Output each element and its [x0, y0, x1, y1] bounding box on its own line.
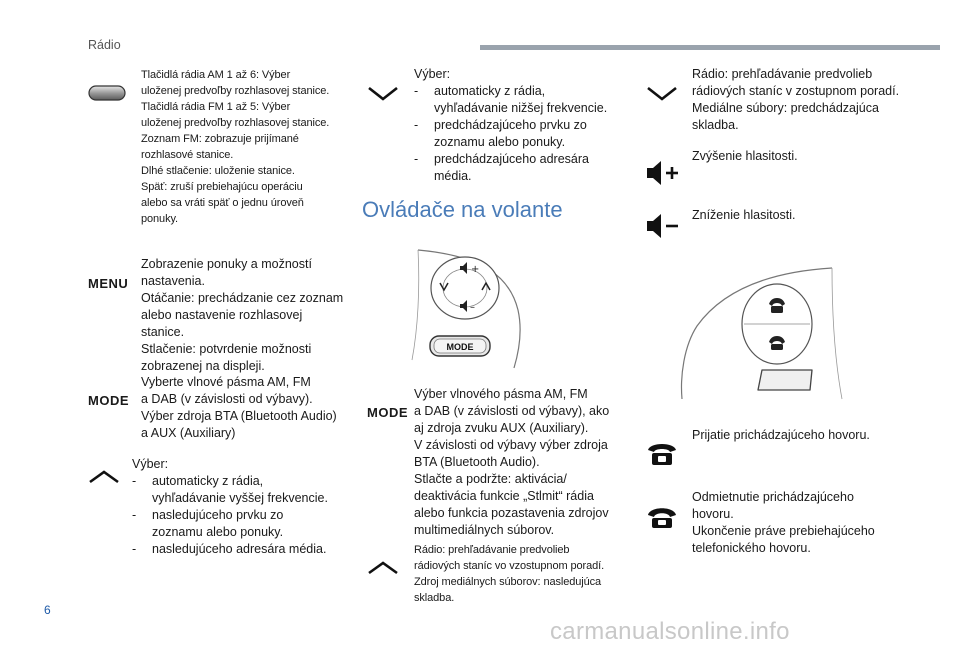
- steering-wheel-right-controls: [672, 266, 847, 401]
- answer-text: Prijatie prichádzajúceho hovoru.: [692, 428, 870, 442]
- header-bar: [480, 45, 940, 50]
- hangup-text: Odmietnutie prichádzajúceho hovoru. Ukončenie práve prebiehajúceho telefonického hovoru.: [692, 490, 875, 555]
- svg-text:–: –: [470, 302, 475, 313]
- menu-label: MENU: [88, 276, 129, 291]
- chevron-down-icon: [367, 86, 399, 102]
- phone-hangup-icon: [646, 505, 678, 529]
- volume-down-text: Zníženie hlasitosti.: [692, 208, 796, 222]
- mode-label-2: MODE: [367, 405, 408, 420]
- mode-text-2: Výber vlnového pásma AM, FM a DAB (v závislosti od výbavy), ako aj zdroja zvuku AUX (Auxiliary). V závislosti od výbavy výber zdroja BTA (Bluetooth Audio). Stlačte a podržte: aktivácia/ deaktivácia funkcie „Stlmit“ rádia alebo funkcia pozastavenia zdrojov multimediálnych súborov.: [414, 387, 610, 537]
- mode-text: Vyberte vlnové pásma AM, FM a DAB (v závislosti od výbavy). Výber zdroja BTA (Bluetooth Audio) a AUX (Auxiliary): [141, 375, 337, 440]
- menu-text: Zobrazenie ponuky a možností nastavenia. Otáčanie: prechádzanie cez zoznam alebo nastavenie rozhlasovej stanice. Stlačenie: potvrdenie možnosti zobrazenej na displeji.: [141, 257, 344, 373]
- chevron-down-icon-2: [646, 86, 678, 102]
- steering-wheel-left-controls: [410, 248, 530, 373]
- wheel-mode-label: MODE: [446, 342, 474, 352]
- volume-down-icon: [645, 211, 681, 241]
- phone-answer-icon: [646, 440, 678, 466]
- volume-up-icon: [645, 158, 681, 188]
- mode-label: MODE: [88, 393, 129, 408]
- watermark: carmanualsonline.info: [550, 618, 790, 645]
- down-long-text: Rádio: prehľadávanie predvolieb rádiových staníc v zostupnom poradí. Mediálne súbory: predchádzajúca skladba.: [692, 67, 900, 132]
- up-long-text: Rádio: prehľadávanie predvolieb rádiových staníc vo vzostupnom poradí. Zdroj mediálnych súborov: nasledujúca skladba.: [414, 544, 605, 604]
- up-text: Výber: - automaticky z rádia, vyhľadávanie vyššej frekvencie. - nasledujúceho prvku zo zoznamu alebo ponuky. - nasledujúceho adresára média.: [132, 457, 328, 556]
- down-text: Výber: - automaticky z rádia, vyhľadávanie nižšej frekvencie. - predchádzajúceho prvku zo zoznamu alebo ponuky. - predchádzajúceho adresára média.: [414, 67, 608, 183]
- svg-text:+: +: [471, 264, 480, 275]
- volume-up-text: Zvýšenie hlasitosti.: [692, 149, 798, 163]
- chevron-up-icon: [88, 470, 120, 484]
- running-header: Rádio: [88, 38, 121, 52]
- page-number: 6: [44, 603, 51, 617]
- section-title: Ovládače na volante: [362, 197, 563, 222]
- preset-button-icon: [88, 85, 126, 101]
- chevron-up-icon-2: [367, 561, 399, 575]
- presets-text: Tlačidlá rádia AM 1 až 6: Výber uloženej predvoľby rozhlasovej stanice. Tlačidlá rádia FM 1 až 5: Výber uloženej predvoľby rozhlasovej stanice. Zoznam FM: zobrazuje prijímané rozhlasové stanice. Dlhé stlačenie: uloženie stanice. Späť: zruší prebiehajúcu operáciu alebo sa vráti späť o jednu úroveň ponuky.: [141, 69, 330, 225]
